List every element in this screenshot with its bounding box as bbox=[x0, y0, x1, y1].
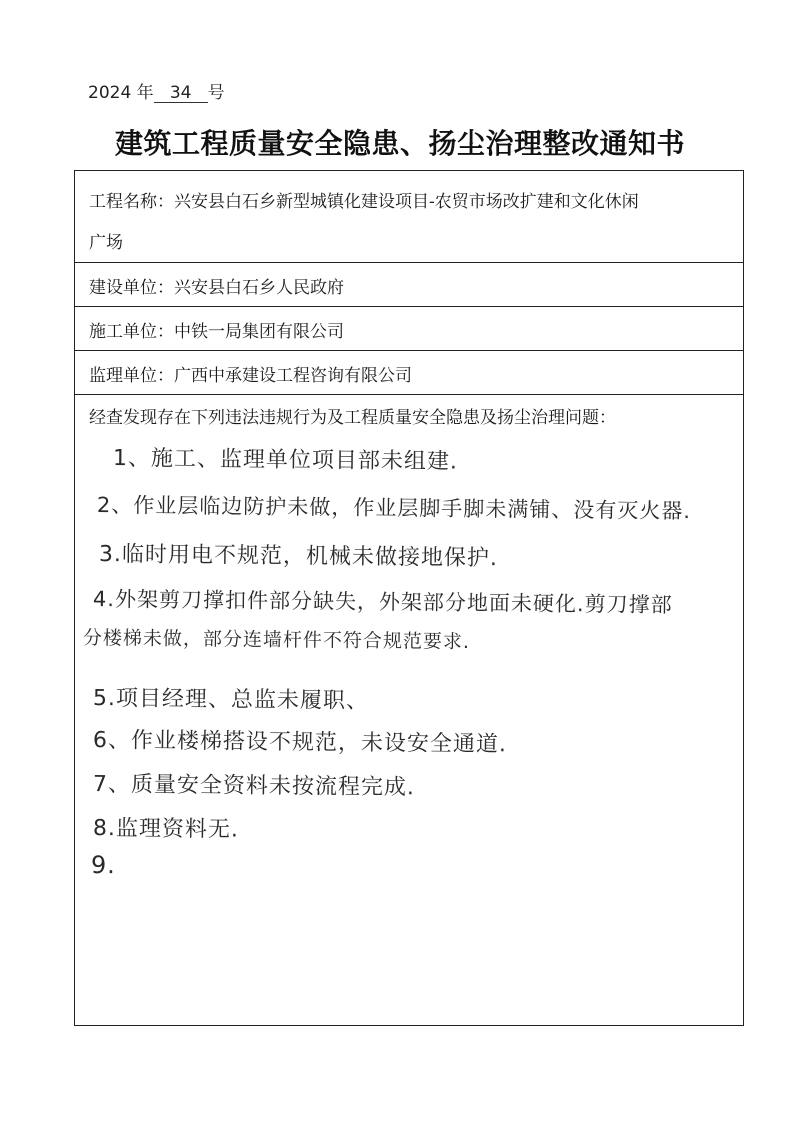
construction-unit: 建设单位：兴安县白石乡人民政府 bbox=[89, 278, 344, 298]
document-number bbox=[88, 78, 225, 103]
issue-item: 7、质量安全资料未按流程完成. bbox=[92, 772, 416, 801]
contractor: 施工单位：中铁一局集团有限公司 bbox=[89, 322, 344, 342]
issue-item: 6、作业楼梯搭设不规范，未设安全通道. bbox=[92, 728, 508, 758]
project-name-line2: 广场 bbox=[89, 233, 123, 253]
issue-item: 1、施工、监理单位项目部未组建. bbox=[112, 446, 459, 475]
project-name-row bbox=[75, 171, 743, 263]
issue-item: 2、作业层临边防护未做，作业层脚手脚未满铺、没有灭火器. bbox=[96, 493, 692, 524]
construction-unit-row bbox=[75, 263, 743, 307]
year-prefix: 2024 年 bbox=[88, 83, 154, 103]
issues-intro: 经查发现存在下列违法违规行为及工程质量安全隐患及扬尘治理问题： bbox=[89, 408, 616, 428]
contractor-row bbox=[75, 307, 743, 351]
supervisor: 监理单位：广西中承建设工程咨询有限公司 bbox=[89, 366, 412, 386]
notice-form-table bbox=[74, 170, 744, 1026]
supervisor-row bbox=[75, 351, 743, 395]
issue-item: 4.外架剪刀撑扣件部分缺失，外架部分地面未硬化.剪刀撑部 bbox=[92, 587, 673, 618]
document-title: 建筑工程质量安全隐患、扬尘治理整改通知书 bbox=[114, 127, 685, 160]
number-suffix: 号 bbox=[207, 83, 225, 103]
issue-item: 9. bbox=[90, 851, 117, 880]
issue-item: 5.项目经理、总监未履职、 bbox=[92, 686, 370, 714]
project-name-line1: 工程名称：兴安县白石乡新型城镇化建设项目-农贸市场改扩建和文化休闲 bbox=[89, 192, 639, 212]
document-number-value: 34 bbox=[154, 84, 208, 103]
issue-item: 8.监理资料无. bbox=[92, 816, 240, 843]
issue-item: 3.临时用电不规范，机械未做接地保护. bbox=[98, 542, 499, 572]
issue-item: 分楼梯未做，部分连墙杆件不符合规范要求. bbox=[82, 627, 471, 654]
